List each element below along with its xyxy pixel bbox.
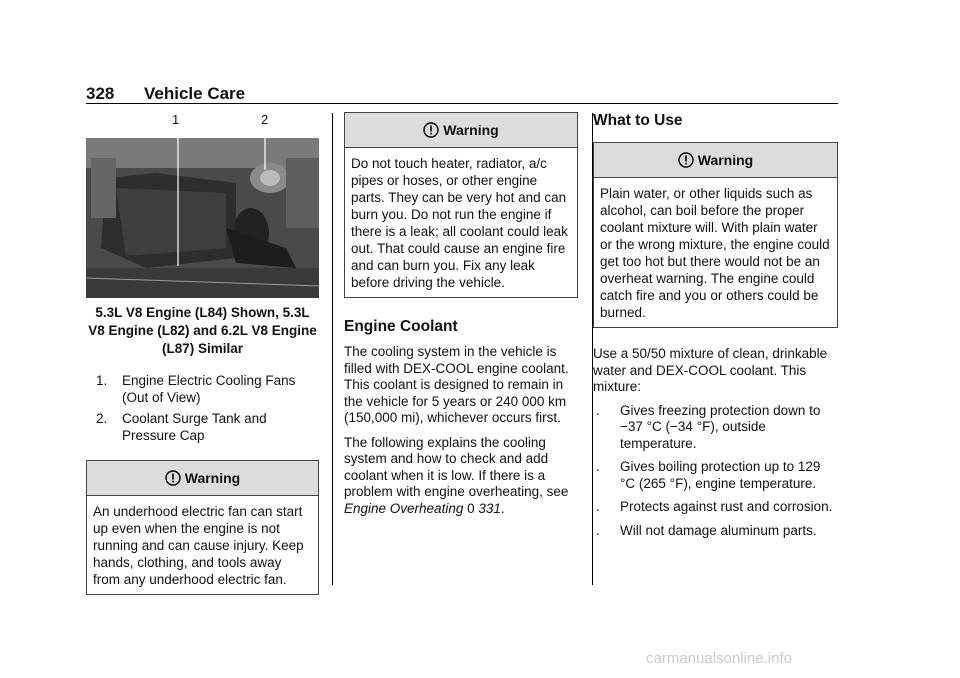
callout-1-label: 1 bbox=[172, 112, 180, 127]
warning-box-liquids bbox=[593, 142, 838, 328]
list-item: . Gives boiling protection up to 129 °C (265 °F), engine temperature. bbox=[596, 459, 821, 491]
figure-caption: 5.3L V8 Engine (L84) Shown, 5.3L V8 Engine (L82) and 6.2L V8 Engine (L87) Similar bbox=[88, 305, 317, 356]
warning-box-fan bbox=[86, 460, 319, 595]
figure-legend bbox=[86, 372, 319, 444]
engine-overheating-page[interactable]: 331 bbox=[478, 500, 501, 516]
warning-body: Do not touch heater, radiator, a/c pipes or hoses, or other engine parts. They can be very hot and can burn you. Do not run the engine if there is a leak; all coolant could leak out. That could cause an engine fire and can burn you. Fix any leak before driving the vehicle. bbox=[351, 156, 568, 290]
column-divider-1 bbox=[332, 113, 333, 585]
legend-item: 2. Coolant Surge Tank and Pressure Cap bbox=[96, 411, 267, 443]
mixture-intro: Use a 50/50 mixture of clean, drinkable water and DEX-COOL coolant. This mixture: bbox=[593, 346, 828, 394]
warning-box-heater bbox=[344, 112, 578, 298]
warning-header: Warning bbox=[345, 113, 577, 148]
column-3 bbox=[593, 112, 838, 539]
watermark: carmanualsonline.info bbox=[646, 650, 792, 667]
warning-header: Warning bbox=[87, 461, 318, 496]
warning-icon bbox=[678, 152, 694, 168]
engine-bay-photo bbox=[86, 138, 319, 298]
engine-overheating-link[interactable]: Engine Overheating bbox=[344, 500, 464, 516]
warning-body: Plain water, or other liquids such as alcohol, can boil before the proper coolant mixture will. With plain water or the wrong mixture, the engine could get too hot but there would not be an overheat warning. The engine could catch fire and you or others could be burned. bbox=[600, 186, 830, 320]
warning-body: An underhood electric fan can start up even when the engine is not running and can cause injury. Keep hands, clothing, and tools away from any underhood electric fan. bbox=[93, 504, 304, 587]
what-to-use-heading: What to Use bbox=[593, 112, 683, 129]
engine-coolant-paragraph-1: The cooling system in the vehicle is filled with DEX-COOL engine coolant. This coolant is designed to remain in the vehicle for 5 years or 240 000 km (150,000 mi), whichever occurs first. bbox=[344, 344, 569, 425]
list-item: . Protects against rust and corrosion. bbox=[596, 499, 833, 514]
legend-item: 1. Engine Electric Cooling Fans (Out of View) bbox=[96, 373, 296, 405]
list-item: . Will not damage aluminum parts. bbox=[596, 522, 817, 538]
page-number: 328 bbox=[86, 84, 115, 103]
engine-illustration bbox=[86, 138, 319, 298]
callout-2-label: 2 bbox=[261, 112, 269, 127]
list-item: . Gives freezing protection down to −37 °C (−34 °F), outside temperature. bbox=[596, 402, 821, 451]
page-ref-arrow: 0 bbox=[467, 500, 475, 516]
header-rule bbox=[86, 103, 838, 104]
section-title: Vehicle Care bbox=[144, 84, 246, 103]
engine-coolant-paragraph-2: The following explains the cooling system and how to check and add coolant when it is low. If there is a problem with engine overheating, see Engine Overheating 0 331. bbox=[344, 434, 569, 516]
column-1 bbox=[86, 112, 319, 595]
callout-numbers bbox=[86, 112, 319, 138]
warning-icon bbox=[423, 122, 439, 138]
warning-header: Warning bbox=[594, 143, 837, 178]
page-header bbox=[86, 84, 245, 104]
column-2 bbox=[344, 112, 578, 517]
warning-icon bbox=[165, 470, 181, 486]
engine-coolant-heading: Engine Coolant bbox=[344, 318, 458, 335]
